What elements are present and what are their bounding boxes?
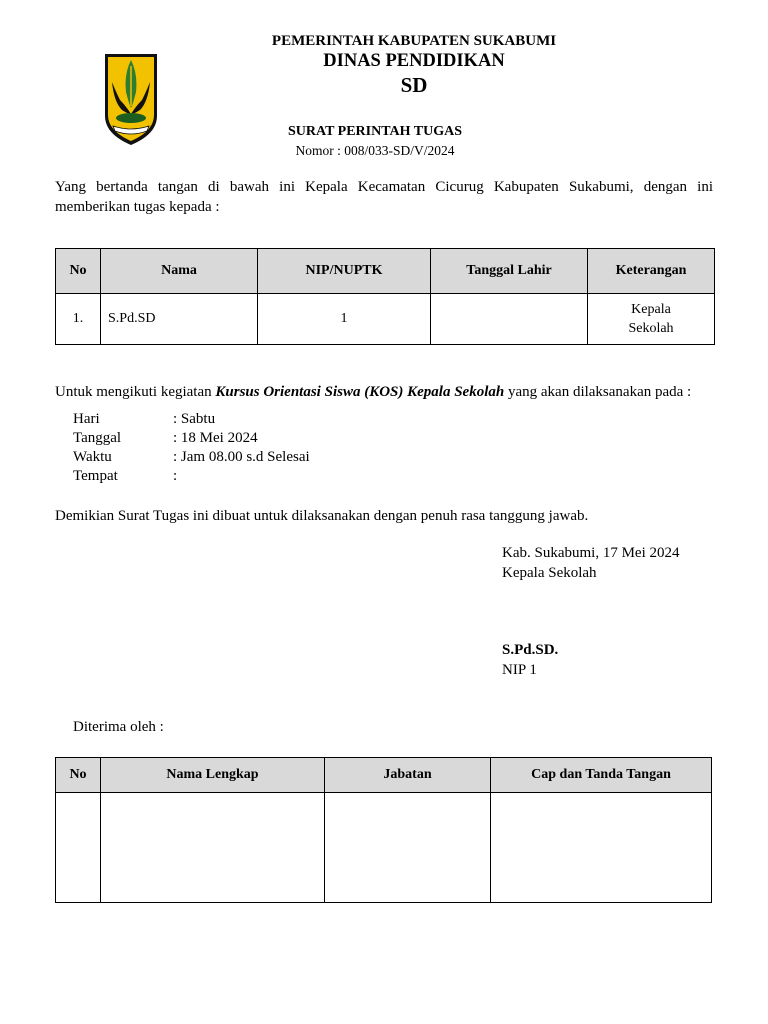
intro-paragraph: Yang bertanda tangan di bawah ini Kepala Kecamatan Cicurug Kabupaten Sukabumi, dengan ini memberikan tugas kepada :	[55, 179, 713, 215]
detail-label-waktu: Waktu	[73, 449, 112, 465]
detail-value-waktu: : Jam 08.00 s.d Selesai	[173, 449, 310, 465]
table-header-row	[56, 758, 712, 793]
detail-label-hari: Hari	[73, 411, 100, 427]
cell-no	[56, 793, 101, 903]
column-header: Jabatan	[325, 758, 491, 793]
detail-value-tanggal: : 18 Mei 2024	[173, 430, 258, 446]
closing-paragraph: Demikian Surat Tugas ini dibuat untuk dilaksanakan dengan penuh rasa tanggung jawab.	[55, 508, 589, 524]
cell-cap-tanda-tangan	[491, 793, 712, 903]
activity-name: Kursus Orientasi Siswa (KOS) Kepala Sekolah	[215, 384, 505, 400]
cell-nip: 1	[258, 294, 431, 345]
column-header: Keterangan	[588, 249, 715, 294]
column-header: Nama	[101, 249, 258, 294]
table-row	[56, 294, 715, 345]
detail-label-tanggal: Tanggal	[73, 430, 122, 446]
header-department: DINAS PENDIDIKAN	[323, 51, 505, 71]
cell-keterangan: Kepala Sekolah	[588, 294, 715, 345]
cell-nama: S.Pd.SD	[101, 294, 258, 345]
letter-number: Nomor : 008/033-SD/V/2024	[295, 143, 455, 158]
column-header: NIP/NUPTK	[258, 249, 431, 294]
header-school: SD	[400, 73, 428, 97]
column-header: Tanggal Lahir	[431, 249, 588, 294]
signature-place-date: Kab. Sukabumi, 17 Mei 2024	[502, 545, 680, 561]
letter-title: SURAT PERINTAH TUGAS	[287, 124, 462, 139]
column-header: No	[56, 249, 101, 294]
signature-nip: NIP 1	[502, 662, 537, 678]
activity-suffix: yang akan dilaksanakan pada :	[504, 384, 692, 400]
column-header: Cap dan Tanda Tangan	[491, 758, 712, 793]
table-header-row	[56, 249, 715, 294]
column-header: No	[56, 758, 101, 793]
column-header: Nama Lengkap	[101, 758, 325, 793]
detail-value-tempat: :	[173, 468, 178, 484]
signature-position: Kepala Sekolah	[502, 565, 597, 581]
detail-label-tempat: Tempat	[73, 468, 118, 484]
cell-tanggal-lahir	[431, 294, 588, 345]
activity-paragraph	[55, 384, 691, 401]
table-row	[56, 793, 712, 903]
assignee-table	[55, 248, 715, 345]
header-government: PEMERINTAH KABUPATEN SUKABUMI	[271, 33, 557, 49]
signature-name: S.Pd.SD.	[502, 642, 559, 658]
cell-nama-lengkap	[101, 793, 325, 903]
activity-prefix: Untuk mengikuti kegiatan	[55, 384, 216, 400]
received-table	[55, 757, 712, 903]
cell-jabatan	[325, 793, 491, 903]
received-label: Diterima oleh :	[73, 719, 164, 735]
detail-value-hari: : Sabtu	[173, 411, 216, 427]
cell-no: 1.	[56, 294, 101, 345]
